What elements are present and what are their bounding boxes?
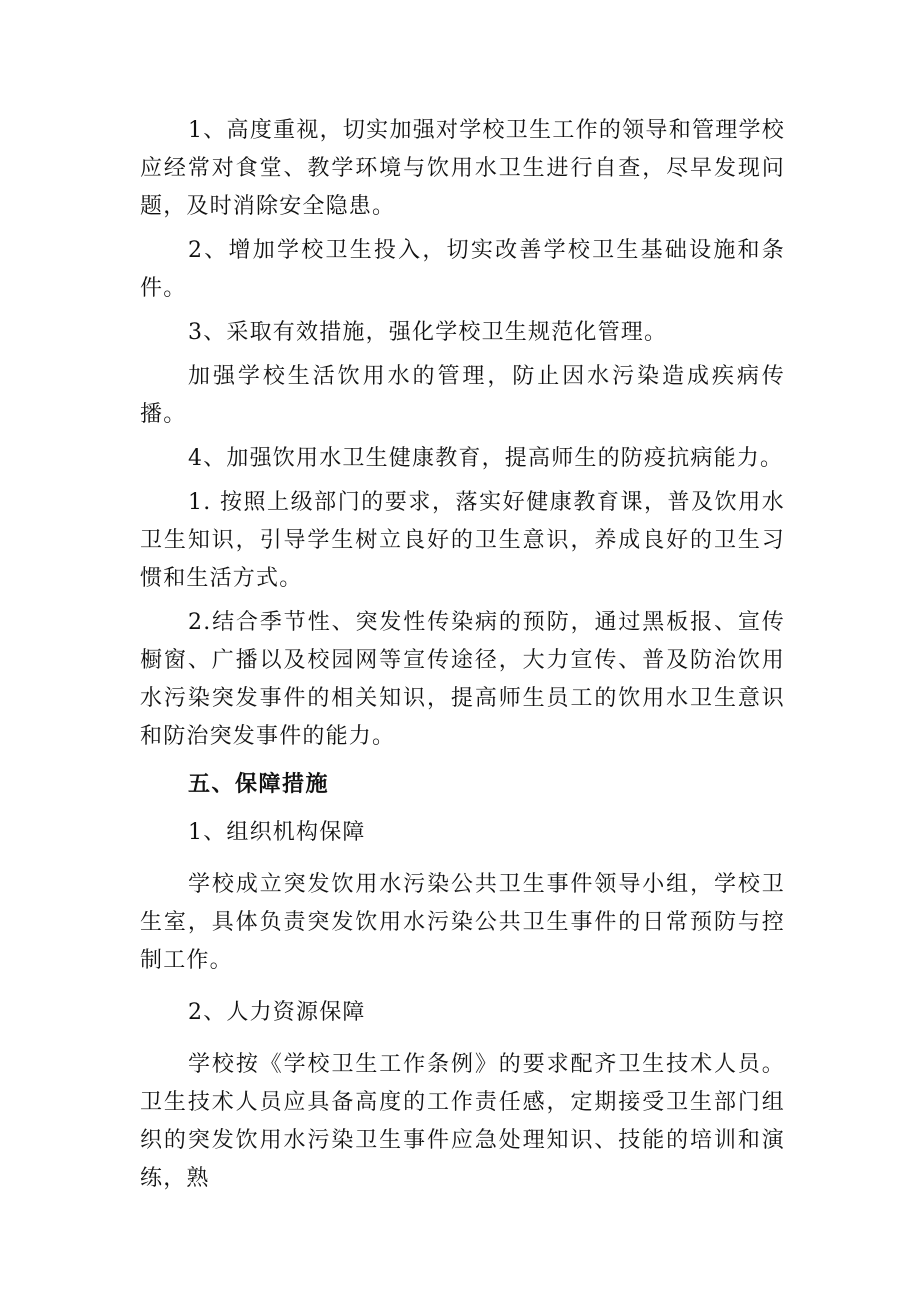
paragraph-education-course: 1. 按照上级部门的要求，落实好健康教育课，普及饮用水卫生知识，引导学生树立良好的卫生意识，养成良好的卫生习惯和生活方式。 [140,490,785,591]
section-heading: 五、保障措施 [188,772,330,797]
subsection-organization-title: 1、组织机构保障 [188,820,366,845]
paragraph-seasonal-prevention: 2.结合季节性、突发性传染病的预防，通过黑板报、宣传橱窗、广播以及校园网等宣传途径，大力宣传、普及防治饮用水污染突发事件的相关知识，提高师生员工的饮用水卫生意识和防治突发事件的能力。 [140,610,785,749]
paragraph-health-education: 4、加强饮用水卫生健康教育，提高师生的防疫抗病能力。 [188,446,784,471]
paragraph-leadership: 1、高度重视，切实加强对学校卫生工作的领导和管理学校应经常对食堂、教学环境与饮用水卫生进行自查，尽早发现问题，及时消除安全隐患。 [140,118,785,219]
paragraph-measures: 3、采取有效措施，强化学校卫生规范化管理。 [188,320,668,345]
subsection-organization-body: 学校成立突发饮用水污染公共卫生事件领导小组，学校卫生室，具体负责突发饮用水污染公共卫生事件的日常预防与控制工作。 [140,872,785,973]
paragraph-investment: 2、增加学校卫生投入，切实改善学校卫生基础设施和条件。 [140,238,785,301]
subsection-personnel-body: 学校按《学校卫生工作条例》的要求配齐卫生技术人员。卫生技术人员应具备高度的工作责任感，定期接受卫生部门组织的突发饮用水污染卫生事件应急处理知识、技能的培训和演练，熟 [140,1052,785,1191]
paragraph-water-management: 加强学校生活饮用水的管理，防止因水污染造成疾病传播。 [140,364,785,427]
subsection-personnel-title: 2、人力资源保障 [188,1000,366,1025]
document-body [140,112,785,1198]
